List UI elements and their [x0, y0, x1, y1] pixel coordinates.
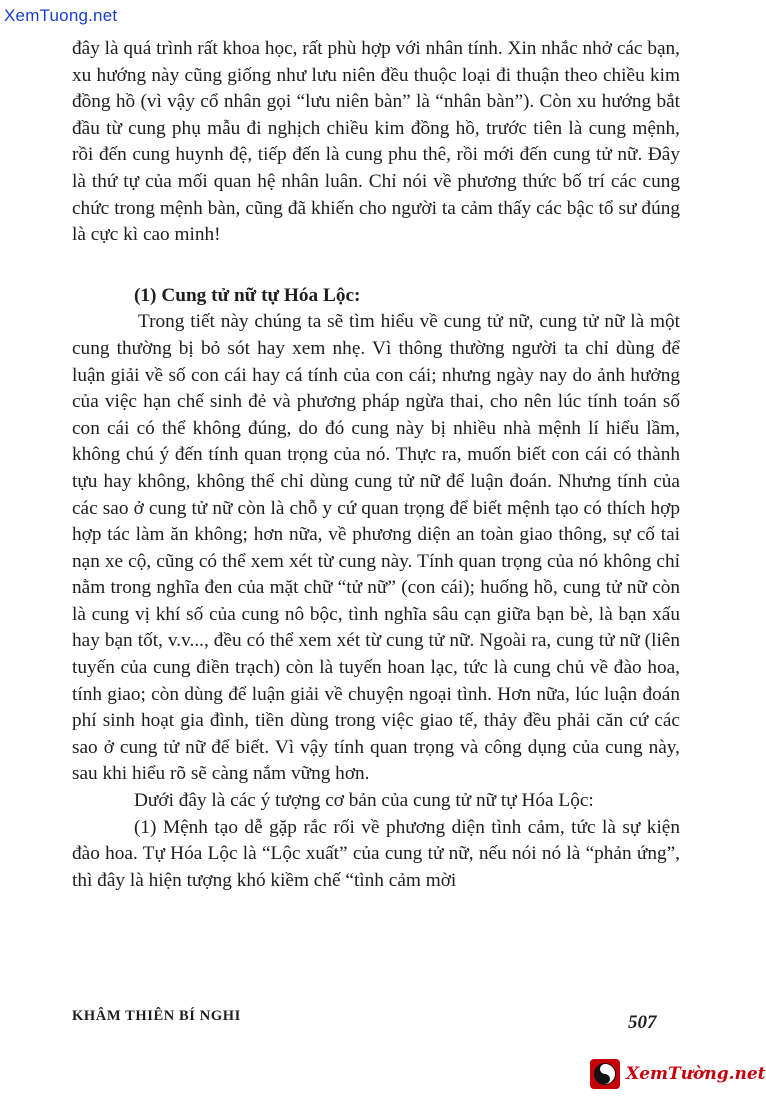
section-body-paragraph: Trong tiết này chúng ta sẽ tìm hiểu về cung tử nữ, cung tử nữ là một cung thường bị bỏ sót hay xem nhẹ. Vì thông thường người ta chỉ dùng để luận giải về số con cái hay cá tính của con cái; nhưng ngày nay do ảnh hưởng của việc hạn chế sinh đẻ và phương pháp ngừa thai, cho nên lúc tính toán số con cái có thể không đúng, do đó cung này bị nhiều nhà mệnh lí hiểu lầm, không chú ý đến tính quan trọng của nó. Thực ra, muốn biết con cái có thành tựu hay không, không thể chỉ dùng cung tử nữ để luận đoán. Nhưng tính của các sao ở cung tử nữ còn là chỗ y cứ quan trọng để biết mệnh tạo có thích hợp hợp tác làm ăn không; hơn nữa, về phương diện an toàn giao thông, sự cố tai nạn xe cộ, cũng có thể xem xét từ cung này. Tính quan trọng của nó không chỉ nằm trong nghĩa đen của mặt chữ “tử nữ” (con cái); huống hồ, cung tử nữ còn là cung vị khí số của cung nô bộc, tình nghĩa sâu cạn giữa bạn bè, là bạn xấu hay bạn tốt, v.v..., đều có thể xem xét từ cung tử nữ. Ngoài ra, cung tử nữ (liên tuyến của cung điền trạch) còn là tuyến hoan lạc, tức là cung chủ về đào hoa, tính giao; còn dùng để luận giải về chuyện ngoại tình. Hơn nữa, lúc luận đoán phí sinh hoạt gia đình, tiền dùng trong việc giao tế, thảy đều phải căn cứ các sao ở cung tử nữ để biết. Vì vậy tính quan trọng và công dụng của cung này, sau khi hiểu rõ sẽ càng nắm vững hơn. — [72, 311, 680, 785]
yin-yang-icon — [590, 1059, 620, 1089]
book-title-footer: KHÂM THIÊN BÍ NGHI — [72, 1008, 241, 1024]
watermark-top: XemTuong.net — [4, 6, 118, 25]
intro-paragraph: đây là quá trình rất khoa học, rất phù hợp với nhân tính. Xin nhắc nhở các bạn, xu hướng này cũng giống như lưu niên đều thuộc loại đi thuận theo chiều kim đồng hồ (vì vậy cổ nhân gọi “lưu niên bàn” là “nhân bàn”). Còn xu hướng bắt đầu từ cung phụ mẫu đi nghịch chiều kim đồng hồ, trước tiên là cung mệnh, rồi đến cung huynh đệ, tiếp đến là cung phu thê, rồi mới đến cung tử nữ. Đây là thứ tự của mối quan hệ nhân luân. Chỉ nói về phương thức bố trí các cung chức trong mệnh bàn, cũng đã khiến cho người ta cảm thấy các bậc tổ sư đúng là cực kì cao minh! — [72, 38, 680, 246]
point-1-paragraph: (1) Mệnh tạo dễ gặp rắc rối về phương diện tình cảm, tức là sự kiện đào hoa. Tự Hóa Lộc là “Lộc xuất” của cung tử nữ, nếu nói nó là “phản ứng”, thì đây là hiện tượng khó kiềm chế “tình cảm mời — [72, 816, 680, 891]
watermark-logo — [590, 1056, 766, 1092]
lead-in-paragraph: Dưới đây là các ý tượng cơ bản của cung tử nữ tự Hóa Lộc: — [134, 790, 594, 812]
watermark-logo-text: XemTường.net — [626, 1064, 766, 1084]
page-body — [72, 36, 680, 894]
section-heading — [72, 283, 680, 310]
page-number: 507 — [628, 1012, 657, 1033]
section-number: (1) — [134, 284, 157, 306]
section-title: Cung tử nữ tự Hóa Lộc: — [161, 284, 361, 306]
